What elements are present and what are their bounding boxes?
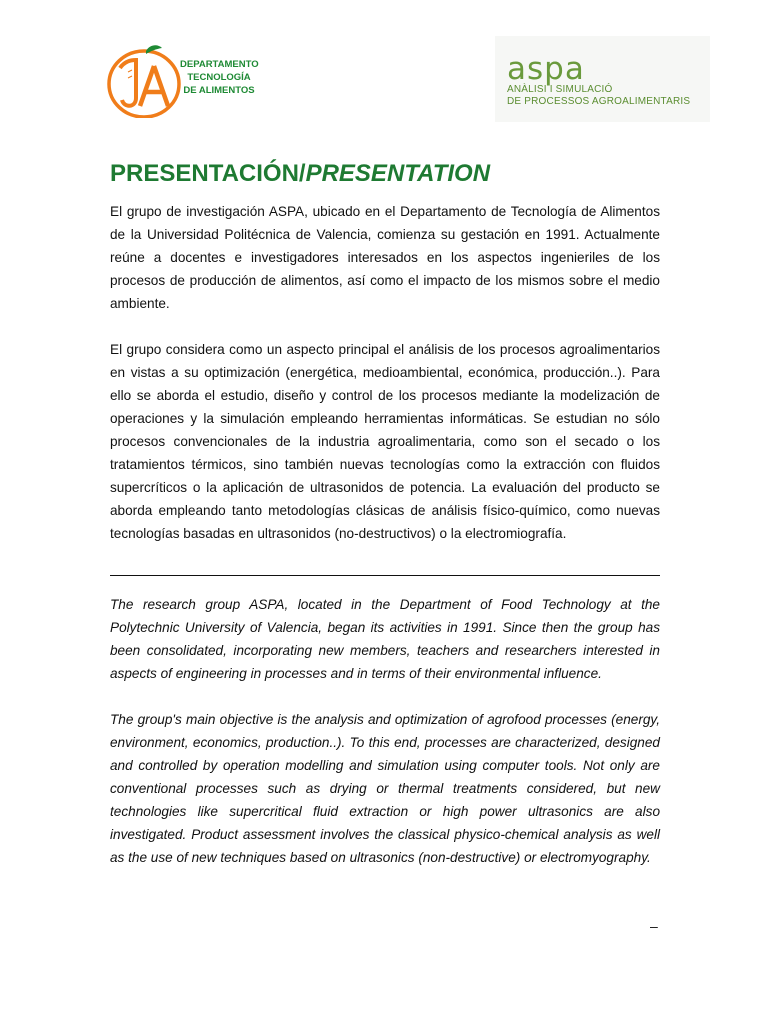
spanish-paragraph-2: El grupo considera como un aspecto principal el análisis de los procesos agroalimentarios en vistas a su optimización (energética, medioambiental, económica, producción..). Para ello se aborda el estudio, diseño y control de los procesos mediante la modelización de operaciones y la simulación empleando herramientas informáticas. Se estudian no sólo procesos convencionales de la industria agroalimentaria, como son el secado o los tratamientos térmicos, sino también nuevas tecnologías como la extracción con fluidos supercríticos o la aplicación de ultrasonidos de potencia. La evaluación del producto se aborda empleando tanto metodologías clásicas de análisis físico-químico, como nuevas tecnologías basadas en ultrasonidos (no-destructivos) o la electromiografía. [110, 342, 660, 541]
footer-mark: – [650, 918, 658, 934]
page-header [0, 0, 768, 130]
department-logo [106, 42, 259, 118]
department-name [180, 58, 258, 97]
title-spanish: PRESENTACIÓN/ [110, 160, 306, 187]
english-section [110, 593, 660, 869]
department-line-2: TECNOLOGÍA [187, 72, 251, 83]
english-paragraph-1: The research group ASPA, located in the Department of Food Technology at the Polytechnic University of Valencia, began its activities in 1991. Since then the group has been consolidated, incorporating new members, teachers and researchers interested in aspects of engineering in processes and in terms of their environmental influence. [110, 597, 660, 681]
page-title [110, 160, 490, 188]
department-line-3: DE ALIMENTOS [183, 85, 255, 96]
department-line-1: DEPARTAMENTO [180, 59, 259, 70]
aspa-wordmark: aspa [507, 51, 585, 87]
aspa-subtitle-line-1: ANÀLISI I SIMULACIÓ [507, 84, 613, 95]
orange-logo-icon [106, 42, 182, 118]
section-divider [110, 575, 660, 576]
spanish-paragraph-1: El grupo de investigación ASPA, ubicado en el Departamento de Tecnología de Alimentos de la Universidad Politécnica de Valencia, comienza su gestación en 1991. Actualmente reúne a docentes e investigadores interesados en los aspectos ingenieriles de los procesos de producción de alimentos, así como el impacto de los mismos sobre el medio ambiente. [110, 204, 660, 311]
spanish-section [110, 200, 660, 545]
title-english: PRESENTATION [305, 160, 491, 187]
aspa-subtitle-line-2: DE PROCESSOS AGROALIMENTARIS [507, 96, 691, 107]
english-paragraph-2: The group's main objective is the analysis and optimization of agrofood processes (energy, environment, economics, production..). To this end, processes are characterized, designed and controlled by operation modelling and simulation using computer tools. Not only are conventional processes such as drying or thermal treatments considered, but new technologies like supercritical fluid extraction or high power ultrasonics are also investigated. Product assessment involves the classical physico-chemical analysis as well as the use of new techniques based on ultrasonics (non-destructive) or electromyography. [110, 712, 660, 865]
aspa-logo [495, 36, 710, 122]
aspa-subtitle [507, 84, 690, 108]
